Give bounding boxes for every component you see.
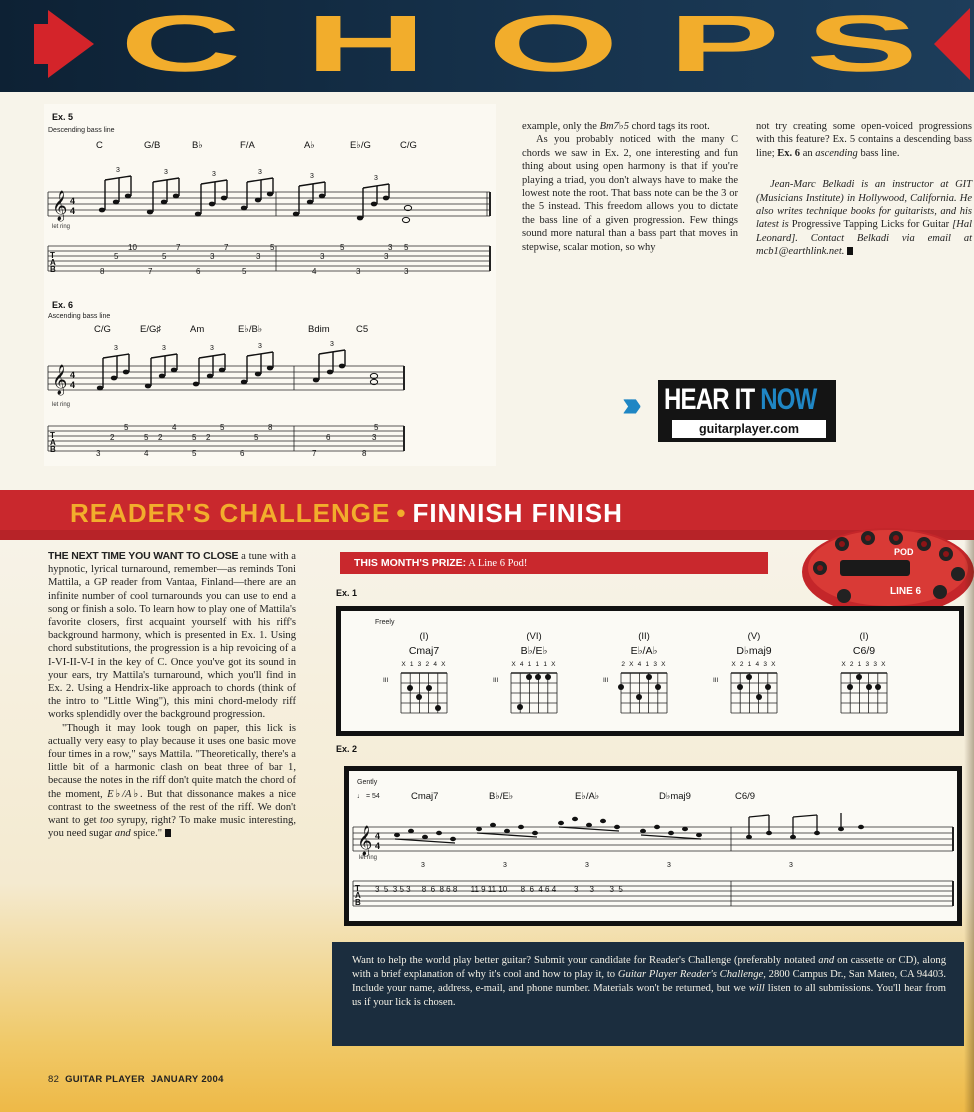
ex2-chord: E♭/A♭ bbox=[575, 791, 600, 802]
svg-text:T: T bbox=[50, 431, 55, 440]
lead-in: THE NEXT TIME YOU WANT TO CLOSE bbox=[48, 550, 239, 562]
ex2-staff bbox=[349, 771, 957, 921]
svg-text:7: 7 bbox=[148, 267, 153, 276]
fret-number: III bbox=[493, 677, 499, 684]
section-header bbox=[0, 0, 974, 92]
line6-pod-image bbox=[790, 522, 974, 618]
ex2-chord: D♭maj9 bbox=[659, 791, 691, 802]
ex5-subtitle: Descending bass line bbox=[48, 127, 115, 134]
ex5-let-ring: let ring bbox=[52, 224, 71, 230]
article-paragraph: "Though it may look tough on paper, this lick is actually very easy to play because it uses one basic move four times in a row," says Mattila. "Theoretically, there's a little bit of a harmonic clash on beat three of bar 1, because the notes in the riff don't quite match the chord of the moment, E♭/A♭. But that dissonance makes a nice contrast to the sweetness of the rest of the riff. We don't want to get too syrupy, right? To make music interesting, you need sugar and spice." bbox=[48, 722, 296, 840]
chord-roman: (II) bbox=[638, 631, 650, 642]
hear-it-now-logo[interactable] bbox=[622, 380, 836, 442]
ex6-subtitle: Ascending bass line bbox=[48, 313, 111, 320]
svg-text:5: 5 bbox=[124, 423, 129, 432]
chord-roman: (V) bbox=[747, 631, 761, 642]
svg-text:6: 6 bbox=[240, 449, 245, 458]
fret-number: III bbox=[383, 677, 389, 684]
ex2-tempo: ♩ = 54 bbox=[357, 793, 380, 800]
svg-text:T: T bbox=[50, 251, 55, 260]
article-paragraph: THE NEXT TIME YOU WANT TO CLOSE a tune with a hypnotic, lyrical turnaround, remember—as reminds Toni Mattila, a GP reader from Vantaa, Finland—there are an infinite number of cool turnarounds you can use to end a song or finish a solo. To learn how to play one of Mattila's favorite closers, first acquaint yourself with his riff's background harmony, which is presented in Ex. 1. Using chord substitutions, the progression is a hip revoicing of a I-VI-II-V-I in the key of C. Once you've got its sound in your ears, try Mattila's turnaround, which you'll find in Ex. 2. Using a Hendrix-like approach to chords (think of the intro to "Little Wing"), this mini chord-melody riff works splendidly over the background progression. bbox=[48, 550, 296, 721]
ex5-chord: A♭ bbox=[304, 140, 315, 151]
svg-text:8: 8 bbox=[268, 423, 273, 432]
svg-text:8: 8 bbox=[362, 449, 367, 458]
fret-number: III bbox=[603, 677, 609, 684]
svg-text:LINE 6: LINE 6 bbox=[890, 586, 922, 597]
svg-text:5: 5 bbox=[254, 433, 259, 442]
svg-text:3: 3 bbox=[404, 267, 409, 276]
chord-roman: (VI) bbox=[526, 631, 542, 642]
ex2-tempo-marking: Gently bbox=[357, 779, 378, 786]
ex2-chord: B♭/E♭ bbox=[489, 791, 514, 802]
svg-text:3: 3 bbox=[114, 345, 118, 352]
svg-text:4: 4 bbox=[375, 831, 381, 841]
arrow-right-icon bbox=[934, 8, 970, 80]
svg-text:7: 7 bbox=[312, 449, 317, 458]
svg-text:3: 3 bbox=[789, 862, 793, 869]
svg-text:T: T bbox=[355, 884, 360, 893]
ex6-let-ring: let ring bbox=[52, 402, 71, 408]
ex2-tab-line: 3 5 3 5 3 8 6 8 6 8 11 9 11 10 8 6 4 6 4 3 3 3 5 bbox=[375, 885, 623, 894]
svg-text:6: 6 bbox=[196, 267, 201, 276]
svg-text:3: 3 bbox=[503, 862, 507, 869]
svg-text:3: 3 bbox=[384, 252, 389, 261]
ex6-chord: Am bbox=[190, 324, 205, 335]
article-column-right bbox=[756, 120, 972, 259]
ex6-chord: E♭/B♭ bbox=[238, 324, 263, 335]
challenge-article bbox=[48, 550, 296, 840]
svg-text:5: 5 bbox=[144, 433, 149, 442]
svg-text:5: 5 bbox=[114, 252, 119, 261]
header-letter-o: O bbox=[488, 0, 619, 88]
svg-text:7: 7 bbox=[224, 243, 229, 252]
svg-text:3: 3 bbox=[372, 433, 377, 442]
chord-name: C6/9 bbox=[852, 645, 876, 657]
svg-text:10: 10 bbox=[128, 243, 137, 252]
page-footer bbox=[48, 1074, 224, 1085]
publication-name: GUITAR PLAYER bbox=[65, 1074, 145, 1085]
svg-text:2: 2 bbox=[206, 433, 211, 442]
ex5-staff bbox=[44, 152, 496, 282]
svg-text:3: 3 bbox=[356, 267, 361, 276]
ex1-chord-chart bbox=[336, 606, 964, 736]
author-bio: Jean-Marc Belkadi is an instructor at GIT (Musicians Institute) in Hollywood, California. He also writes technique books for guitarists, and his latest is Progressive Tapping Licks for Guitar [Hal Leonard]. Contact Belkadi via email at mcb1@earthlink.net. bbox=[756, 179, 972, 258]
svg-text:6: 6 bbox=[326, 433, 331, 442]
chord-roman: (I) bbox=[859, 631, 869, 642]
chord-diagram-grids bbox=[341, 611, 959, 731]
svg-text:5: 5 bbox=[270, 243, 275, 252]
header-letter-c: C bbox=[120, 0, 242, 88]
chord-fingering: X 2 1 4 3 X bbox=[731, 661, 777, 668]
end-mark-icon bbox=[847, 247, 853, 255]
ex6-chord: Bdim bbox=[308, 324, 330, 335]
svg-text:3: 3 bbox=[320, 252, 325, 261]
lower-section bbox=[0, 540, 974, 1112]
svg-text:3: 3 bbox=[210, 345, 214, 352]
ex5-chord: B♭ bbox=[192, 140, 203, 151]
svg-text:3: 3 bbox=[96, 449, 101, 458]
prize-bar: THIS MONTH'S PRIZE: A Line 6 Pod! bbox=[340, 552, 768, 574]
svg-text:3: 3 bbox=[667, 862, 671, 869]
svg-text:5: 5 bbox=[192, 433, 197, 442]
notation-examples bbox=[44, 104, 496, 466]
svg-text:4: 4 bbox=[70, 370, 76, 380]
chord-name: Cmaj7 bbox=[408, 645, 440, 657]
chord-fingering: X 2 1 3 3 X bbox=[841, 661, 887, 668]
ex5-chord: F/A bbox=[240, 140, 255, 151]
svg-text:4: 4 bbox=[375, 841, 381, 851]
ex2-chord: C6/9 bbox=[735, 791, 756, 802]
upper-section bbox=[0, 92, 974, 490]
svg-text:3: 3 bbox=[585, 862, 589, 869]
svg-text:A: A bbox=[50, 258, 56, 267]
svg-text:5: 5 bbox=[242, 267, 247, 276]
svg-text:3: 3 bbox=[256, 252, 261, 261]
svg-text:4: 4 bbox=[312, 267, 317, 276]
hear-it-now-title: HEAR IT NOW bbox=[664, 383, 817, 416]
svg-text:7: 7 bbox=[176, 243, 181, 252]
ex2-chord: Cmaj7 bbox=[411, 791, 439, 802]
article-column-middle bbox=[522, 120, 738, 254]
bullet-separator: • bbox=[396, 498, 407, 528]
submission-info: Want to help the world play better guitar? Submit your candidate for Reader's Challenge (preferably notated and on cassette or CD), along with a brief explanation of why it's cool and how to play it, to Guitar Player Reader's Challenge, 2800 Campus Dr., San Mateo, CA 94403. Include your name, address, e-mail, and phone number. Materials won't be returned, but we will listen to all submissions. You'll hear from us if your lick is chosen. bbox=[332, 942, 964, 1046]
svg-text:4: 4 bbox=[70, 380, 76, 390]
ex6-label: Ex. 6 bbox=[52, 300, 74, 310]
svg-text:5: 5 bbox=[340, 243, 345, 252]
svg-text:A: A bbox=[50, 438, 56, 447]
svg-text:3: 3 bbox=[210, 252, 215, 261]
svg-text:3: 3 bbox=[310, 173, 314, 180]
svg-text:4: 4 bbox=[172, 423, 177, 432]
article-paragraph: example, only the Bm7♭5 chord tags its root. bbox=[522, 121, 710, 132]
chord-name: E♭/A♭ bbox=[630, 645, 658, 657]
svg-text:3: 3 bbox=[258, 169, 262, 176]
end-mark-icon bbox=[165, 829, 171, 837]
ex2-let-ring: let ring bbox=[359, 855, 378, 861]
ex5-chord: C bbox=[96, 140, 103, 151]
svg-text:𝄞: 𝄞 bbox=[357, 826, 373, 856]
page-number: 82 bbox=[48, 1074, 60, 1085]
header-letter-s: S bbox=[806, 0, 919, 88]
header-letter-h: H bbox=[305, 0, 427, 88]
double-chevron-icon: ››› bbox=[622, 383, 634, 424]
svg-text:3: 3 bbox=[330, 341, 334, 348]
svg-text:5: 5 bbox=[220, 423, 225, 432]
ex6-chord: E/G♯ bbox=[140, 324, 162, 335]
chord-fingering: X 4 1 1 1 X bbox=[511, 661, 557, 668]
ex1-tempo: Freely bbox=[375, 619, 395, 626]
svg-text:A: A bbox=[355, 891, 361, 900]
svg-text:𝄞: 𝄞 bbox=[52, 365, 68, 395]
ex2-label: Ex. 2 bbox=[336, 744, 358, 754]
svg-text:5: 5 bbox=[162, 252, 167, 261]
svg-text:3: 3 bbox=[258, 343, 262, 350]
svg-text:2: 2 bbox=[158, 433, 163, 442]
svg-text:B: B bbox=[50, 445, 56, 454]
arrow-left-icon bbox=[48, 10, 94, 78]
svg-text:3: 3 bbox=[162, 345, 166, 352]
page-edge-shadow bbox=[964, 540, 974, 1112]
article-paragraph: As you probably noticed with the many C chords we saw in Ex. 2, one interesting and fun thing about using open harmony is that if you're playing a triad, you don't always have to make the lowest note the root. That bass note can be the 3 or the 5 instead. This freedom allows you to dictate the bass line of a given progression. Few things sound more natural than a bass part that moves in stepwise, scalar motion, so why bbox=[522, 134, 738, 253]
issue-date: JANUARY 2004 bbox=[150, 1074, 224, 1085]
svg-text:3: 3 bbox=[116, 167, 120, 174]
svg-text:5: 5 bbox=[192, 449, 197, 458]
ex5-chord: G/B bbox=[144, 140, 161, 151]
svg-text:8: 8 bbox=[100, 267, 105, 276]
chord-fingering: X 1 3 2 4 X bbox=[401, 661, 447, 668]
svg-text:5: 5 bbox=[404, 243, 409, 252]
svg-text:4: 4 bbox=[144, 449, 149, 458]
svg-text:4: 4 bbox=[70, 206, 76, 216]
svg-text:3: 3 bbox=[421, 862, 425, 869]
svg-text:B: B bbox=[50, 265, 56, 274]
ex6-chord: C5 bbox=[356, 324, 369, 335]
hear-it-now-url[interactable]: guitarplayer.com bbox=[672, 420, 826, 438]
ex5-chord: C/G bbox=[400, 140, 417, 151]
svg-text:3: 3 bbox=[212, 171, 216, 178]
ex6-chord: C/G bbox=[94, 324, 111, 335]
header-letter-p: P bbox=[668, 0, 781, 88]
ex1-label: Ex. 1 bbox=[336, 588, 358, 598]
ex2-notation bbox=[344, 766, 962, 926]
ex5-chord: E♭/G bbox=[350, 140, 371, 151]
svg-text:5: 5 bbox=[374, 423, 379, 432]
svg-text:2: 2 bbox=[110, 433, 115, 442]
svg-text:𝄞: 𝄞 bbox=[52, 191, 68, 221]
svg-text:3: 3 bbox=[388, 243, 393, 252]
ex6-staff bbox=[44, 336, 496, 466]
ex5-label: Ex. 5 bbox=[52, 112, 74, 122]
svg-text:POD: POD bbox=[894, 547, 914, 557]
readers-challenge-title: READER'S CHALLENGE • FINNISH FINISH bbox=[70, 498, 623, 528]
svg-text:3: 3 bbox=[164, 169, 168, 176]
chord-name: D♭maj9 bbox=[736, 645, 772, 657]
svg-text:3: 3 bbox=[374, 175, 378, 182]
svg-text:4: 4 bbox=[70, 196, 76, 206]
hear-it-now-box bbox=[658, 380, 836, 442]
article-paragraph: not try creating some open-voiced progressions with this feature? Ex. 5 contains a descending bass line; Ex. 6 an ascending bass line. bbox=[756, 121, 972, 159]
chord-roman: (I) bbox=[419, 631, 429, 642]
fret-number: III bbox=[713, 677, 719, 684]
svg-text:B: B bbox=[355, 898, 361, 907]
chord-fingering: 2 X 4 1 3 X bbox=[621, 661, 667, 668]
chord-name: B♭/E♭ bbox=[520, 645, 548, 657]
